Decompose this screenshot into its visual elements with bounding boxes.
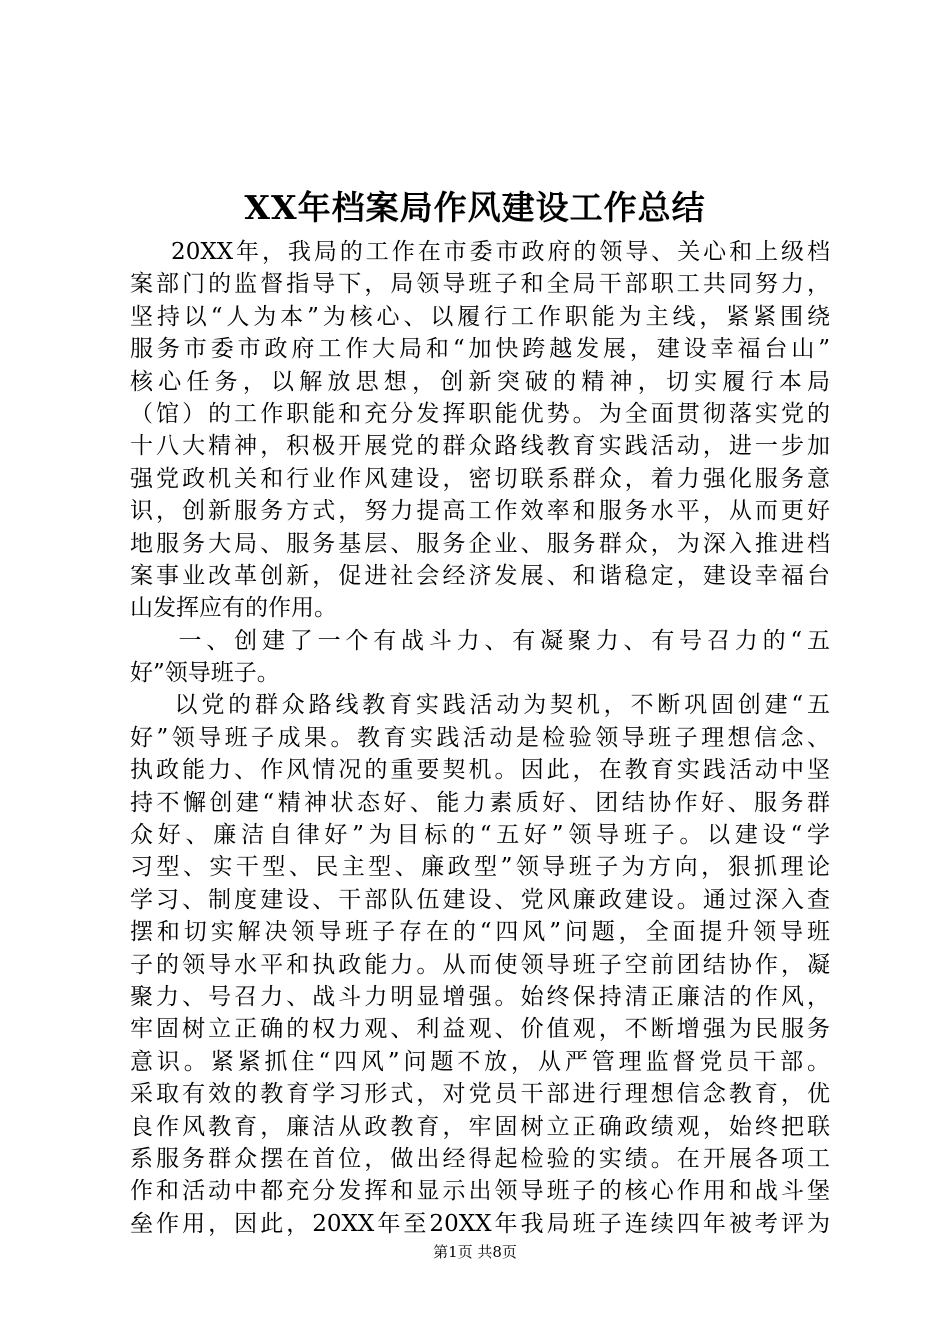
- document-body: [130, 236, 830, 1240]
- body-line: 作和活动中都充分发挥和显示出领导班子的核心作用和战斗堡: [130, 1178, 830, 1205]
- body-line: 20XX年，我局的工作在市委市政府的领导、关心和上级档: [130, 239, 830, 265]
- body-line: 服务市委市政府工作大局和“加快跨越发展，建设幸福台山”: [130, 336, 830, 363]
- body-line: 聚力、号召力、战斗力明显增强。始终保持清正廉洁的作风，: [130, 983, 830, 1010]
- body-line: 良作风教育，廉洁从政教育，牢固树立正确政绩观，始终把联: [130, 1113, 830, 1140]
- body-line: 地服务大局、服务基层、服务企业、服务群众，为深入推进档: [130, 530, 830, 557]
- body-line: 以党的群众路线教育实践活动为契机，不断巩固创建“五: [130, 692, 830, 719]
- body-line: 意识。紧紧抓住“四风”问题不放，从严管理监督党员干部。: [130, 1048, 830, 1075]
- body-line: 系服务群众摆在首位，做出经得起检验的实绩。在开展各项工: [130, 1145, 830, 1172]
- body-line: 案部门的监督指导下，局领导班子和全局干部职工共同努力，: [130, 271, 830, 298]
- body-line: 核心任务，以解放思想，创新突破的精神，切实履行本局: [130, 368, 830, 395]
- body-line: 习型、实干型、民主型、廉政型”领导班子为方向，狠抓理论: [130, 854, 830, 881]
- section-heading-line: 一、创建了一个有战斗力、有凝聚力、有号召力的“五: [130, 627, 830, 654]
- body-line: 子的领导水平和执政能力。从而使领导班子空前团结协作，凝: [130, 951, 830, 978]
- body-line: 摆和切实解决领导班子存在的“四风”问题，全面提升领导班: [130, 919, 830, 946]
- body-line: （馆）的工作职能和充分发挥职能优势。为全面贯彻落实党的: [130, 400, 830, 427]
- body-line: 十八大精神，积极开展党的群众路线教育实践活动，进一步加: [130, 433, 830, 460]
- body-line: 好”领导班子成果。教育实践活动是检验领导班子理想信念、: [130, 724, 830, 751]
- page-number-footer: 第1页 共8页: [433, 1243, 517, 1261]
- body-line: 持不懈创建“精神状态好、能力素质好、团结协作好、服务群: [130, 789, 830, 816]
- body-line: 案事业改革创新，促进社会经济发展、和谐稳定，建设幸福台: [130, 562, 830, 589]
- body-line: 学习、制度建设、干部队伍建设、党风廉政建设。通过深入查: [130, 886, 830, 913]
- body-line: 山发挥应有的作用。: [130, 595, 337, 622]
- section-heading-line: 好”领导班子。: [130, 660, 280, 687]
- body-line: 垒作用，因此，20XX年至20XX年我局班子连续四年被考评为: [130, 1210, 830, 1237]
- document-title: XX年档案局作风建设工作总结: [244, 188, 706, 227]
- body-line: 牢固树立正确的权力观、利益观、价值观，不断增强为民服务: [130, 1016, 830, 1043]
- body-line: 执政能力、作风情况的重要契机。因此，在教育实践活动中坚: [130, 757, 830, 784]
- body-line: 强党政机关和行业作风建设，密切联系群众，着力强化服务意: [130, 465, 830, 492]
- body-line: 识，创新服务方式，努力提高工作效率和服务水平，从而更好: [130, 498, 830, 525]
- body-line: 坚持以“人为本”为核心、以履行工作职能为主线，紧紧围绕: [130, 303, 830, 330]
- body-line: 采取有效的教育学习形式，对党员干部进行理想信念教育，优: [130, 1081, 830, 1108]
- body-line: 众好、廉洁自律好”为目标的“五好”领导班子。以建设“学: [130, 822, 830, 849]
